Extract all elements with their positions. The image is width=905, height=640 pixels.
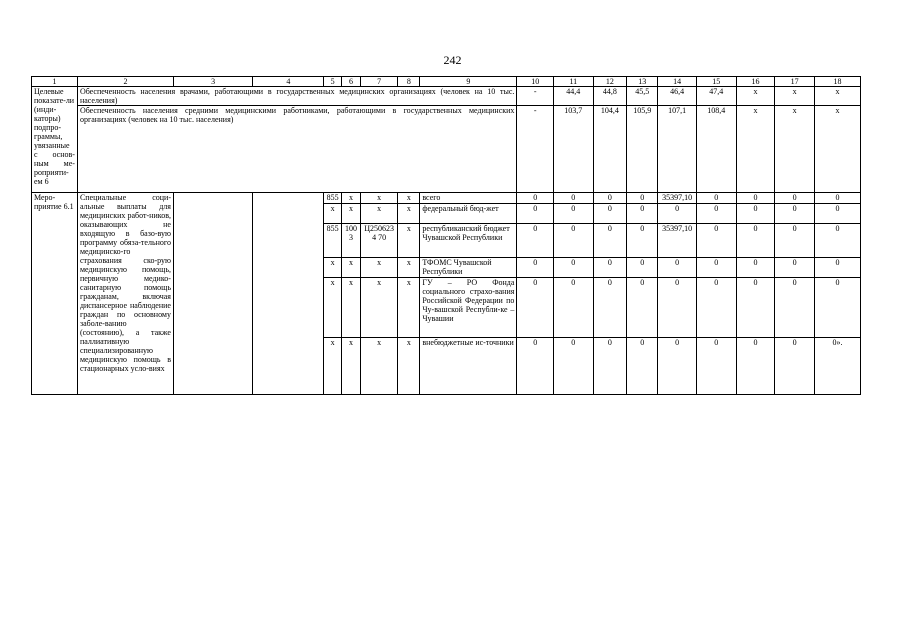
funding-value: 35397,10 [658, 224, 697, 258]
column-number: 18 [814, 77, 860, 87]
cell-target-article: Ц2506234 70 [360, 224, 398, 258]
funding-value: 0 [553, 338, 593, 395]
funding-value: 0 [517, 338, 554, 395]
funding-value: 0 [658, 258, 697, 278]
indicator-value: 107,1 [658, 106, 697, 193]
funding-value: 0 [775, 258, 815, 278]
cell-expense-group: x [398, 338, 420, 395]
funding-value: 0 [658, 278, 697, 338]
funding-value: 0 [553, 204, 593, 224]
program-table [31, 76, 861, 395]
funding-value: 0 [627, 204, 658, 224]
cell-grbs: x [324, 204, 342, 224]
indicator-value: 44,4 [553, 87, 593, 106]
cell-expense-group: x [398, 204, 420, 224]
funding-source: внебюджетные ис-точники [420, 338, 517, 395]
cell-section: x [342, 258, 361, 278]
funding-value: 0 [517, 224, 554, 258]
column-number: 12 [593, 77, 626, 87]
funding-value: 0 [593, 224, 626, 258]
funding-value: 0 [736, 204, 775, 224]
indicator-value: x [814, 106, 860, 193]
funding-source: ТФОМС Чувашской Республики [420, 258, 517, 278]
cell-section: x [342, 338, 361, 395]
indicator-value: 46,4 [658, 87, 697, 106]
indicator-row [32, 87, 861, 106]
indicator-value: - [517, 87, 554, 106]
funding-value: 0 [627, 258, 658, 278]
funding-value: 0 [517, 278, 554, 338]
funding-value: 0 [736, 278, 775, 338]
cell-section: x [342, 204, 361, 224]
funding-value: 0 [627, 338, 658, 395]
funding-value: 0 [627, 278, 658, 338]
cell-section: x [342, 193, 361, 204]
indicator-value: x [736, 106, 775, 193]
indicator-value: 108,4 [696, 106, 736, 193]
funding-value: 0 [593, 258, 626, 278]
cell-target-article: x [360, 193, 398, 204]
funding-value: 35397,10 [658, 193, 697, 204]
funding-value: 0 [775, 204, 815, 224]
funding-value: 0 [696, 338, 736, 395]
funding-value: 0 [593, 278, 626, 338]
column-number: 16 [736, 77, 775, 87]
funding-value: 0 [775, 338, 815, 395]
column-number: 11 [553, 77, 593, 87]
cell-target-article: x [360, 204, 398, 224]
funding-value: 0 [658, 204, 697, 224]
cell-expense-group: x [398, 258, 420, 278]
column-number: 9 [420, 77, 517, 87]
column-number: 14 [658, 77, 697, 87]
funding-value: 0 [627, 224, 658, 258]
measure-description: Специальные соци-альные выплаты для медицинских работ-ников, оказывающих не входящую в базо-вую программу обяза-тельного медицинско-го страхования ско-рую медицинскую помощь, первичную медико-санитарную помощь гражданам, включая диспансерное наблюдение граждан по основному заболе-ванию (состоянию), а также паллиативную специализированную медицинскую помощь в стационарных усло-виях [77, 193, 173, 395]
cell-expense-group: x [398, 224, 420, 258]
indicator-value: x [814, 87, 860, 106]
column-number: 2 [77, 77, 173, 87]
cell-expense-group: x [398, 278, 420, 338]
indicator-value: 47,4 [696, 87, 736, 106]
cell-grbs: 855 [324, 224, 342, 258]
funding-value: 0 [814, 193, 860, 204]
indicator-value: 103,7 [553, 106, 593, 193]
funding-value: 0 [593, 193, 626, 204]
funding-value: 0 [658, 338, 697, 395]
funding-row [32, 193, 861, 204]
column-number-row [32, 77, 861, 87]
indicator-name: Обеспеченность населения средними медицинскими работниками, работающими в государственных медицинских организациях (человек на 10 тыс. населения) [77, 106, 516, 193]
funding-value: 0 [736, 338, 775, 395]
column-number: 1 [32, 77, 78, 87]
indicator-name: Обеспеченность населения врачами, работающими в государственных медицинских организациях (человек на 10 тыс. населения) [77, 87, 516, 106]
cell-section: 1003 [342, 224, 361, 258]
funding-source: ГУ – РО Фонда социального страхо-вания Российской Федерации по Чу-вашской Республи-ке – Чувашии [420, 278, 517, 338]
cell-target-article: x [360, 338, 398, 395]
cell-target-article: x [360, 258, 398, 278]
indicator-value: 104,4 [593, 106, 626, 193]
funding-value: 0 [553, 278, 593, 338]
funding-value: 0 [736, 258, 775, 278]
funding-value: 0 [775, 278, 815, 338]
column-number: 5 [324, 77, 342, 87]
indicator-value: 44,8 [593, 87, 626, 106]
empty-cell [173, 193, 252, 395]
cell-expense-group: x [398, 193, 420, 204]
funding-value: 0 [517, 258, 554, 278]
funding-source: всего [420, 193, 517, 204]
indicator-value: x [775, 106, 815, 193]
funding-value: 0 [696, 258, 736, 278]
funding-value: 0 [696, 224, 736, 258]
column-number: 15 [696, 77, 736, 87]
funding-value: 0 [553, 258, 593, 278]
cell-section: x [342, 278, 361, 338]
empty-cell [253, 193, 324, 395]
column-number: 8 [398, 77, 420, 87]
cell-target-article: x [360, 278, 398, 338]
funding-value: 0 [593, 204, 626, 224]
column-number: 7 [360, 77, 398, 87]
funding-value: 0 [814, 204, 860, 224]
column-number: 17 [775, 77, 815, 87]
indicator-value: x [736, 87, 775, 106]
indicator-value: - [517, 106, 554, 193]
indicator-value: 105,9 [627, 106, 658, 193]
column-number: 10 [517, 77, 554, 87]
indicator-value: x [775, 87, 815, 106]
funding-value: 0 [517, 204, 554, 224]
funding-value: 0 [736, 224, 775, 258]
funding-value: 0 [814, 278, 860, 338]
funding-value: 0 [775, 193, 815, 204]
funding-value: 0 [696, 193, 736, 204]
funding-value: 0 [736, 193, 775, 204]
funding-value: 0». [814, 338, 860, 395]
funding-source: республиканский бюджет Чувашской Республики [420, 224, 517, 258]
funding-value: 0 [553, 193, 593, 204]
funding-value: 0 [814, 224, 860, 258]
page-number: 242 [443, 53, 462, 67]
column-number: 6 [342, 77, 361, 87]
cell-grbs: x [324, 338, 342, 395]
indicator-value: 45,5 [627, 87, 658, 106]
cell-grbs: x [324, 258, 342, 278]
funding-value: 0 [553, 224, 593, 258]
indicator-row [32, 106, 861, 193]
funding-value: 0 [517, 193, 554, 204]
funding-value: 0 [696, 278, 736, 338]
cell-grbs: 855 [324, 193, 342, 204]
funding-value: 0 [627, 193, 658, 204]
column-number: 3 [173, 77, 252, 87]
funding-source: федеральный бюд-жет [420, 204, 517, 224]
funding-value: 0 [696, 204, 736, 224]
measure-label: Меро-приятие 6.1 [32, 193, 78, 395]
column-number: 13 [627, 77, 658, 87]
funding-value: 0 [775, 224, 815, 258]
indicators-label: Целевые показате-ли (инди-каторы) подпро-граммы, увязанные с основ-ным ме-роприяти-ем 6 [32, 87, 78, 193]
cell-grbs: x [324, 278, 342, 338]
funding-value: 0 [814, 258, 860, 278]
column-number: 4 [253, 77, 324, 87]
funding-value: 0 [593, 338, 626, 395]
